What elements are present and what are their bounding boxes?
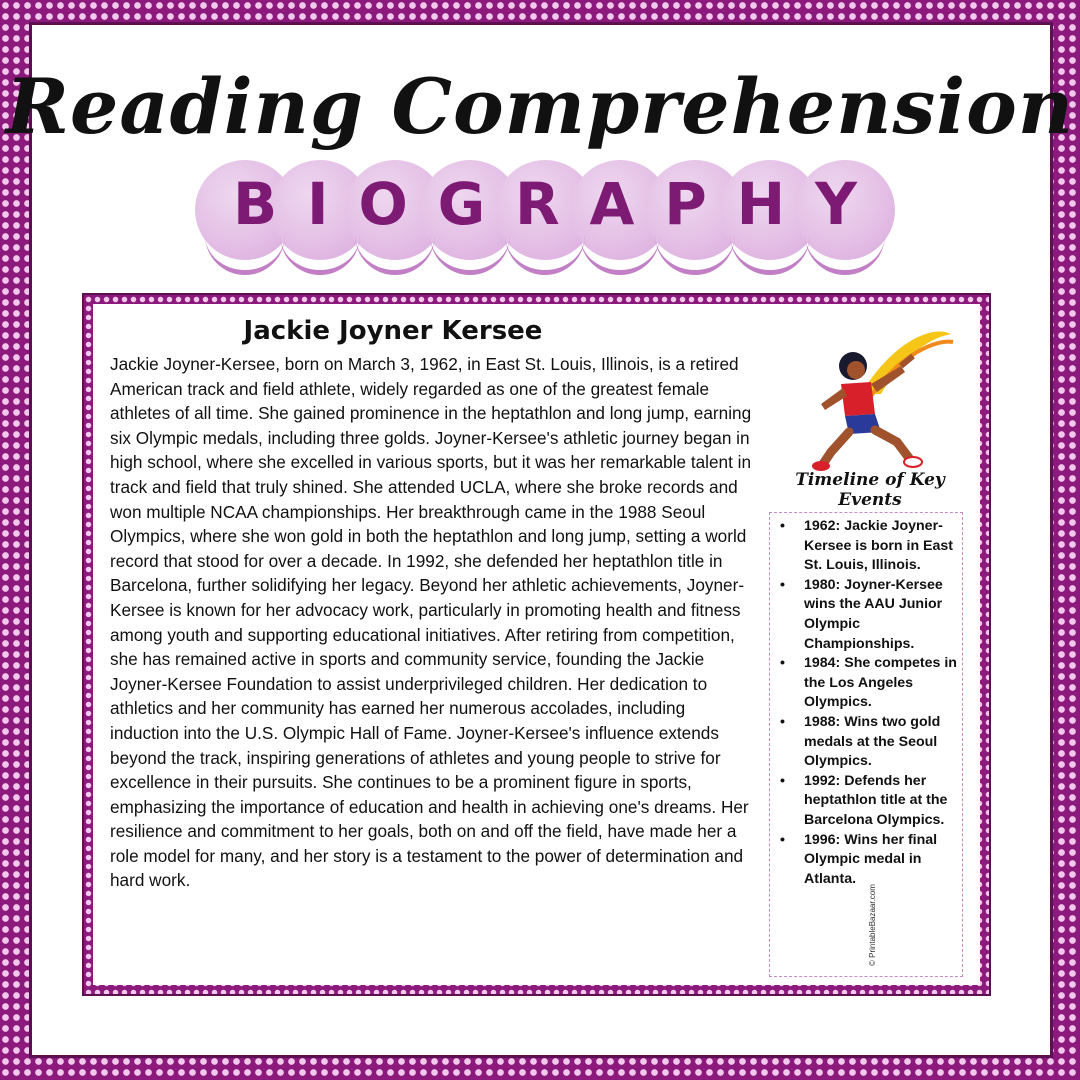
subtitle-letter: H <box>736 170 786 238</box>
subtitle-letter: B <box>233 170 278 238</box>
subtitle-letter: I <box>307 170 329 238</box>
biography-text: Jackie Joyner-Kersee, born on March 3, 1962, in East St. Louis, Illinois, is a retired American track and field athlete, widely regarded as one of the greatest female athletes of all time. She gained prominence in the heptathlon and long jump, earning six Olympic medals, including three golds. Joyner-Kersee's athletic journey began in high school, where she excelled in various sports, but it was her remarkable talent in track and field that truly shined. She attended UCLA, where she broke records and won multiple NCAA championships. Her breakthrough came in the 1988 Seoul Olympics, where she won gold in both the heptathlon and long jump, setting a world record that stood for over a decade. In 1992, she defended her heptathlon title in Barcelona, further solidifying her legacy. Beyond her athletic achievements, Joyner-Kersee is known for her advocacy work, particularly in promoting health and fitness among youth and supporting educational initiatives. After retiring from competition, she has remained active in sports and community service, founding the Jackie Joyner-Kersee Foundation to assist underprivileged children. Her dedication to athletics and her community has earned her numerous accolades, including induction into the U.S. Olympic Hall of Fame. Joyner-Kersee's influence extends beyond the track, inspiring generations of athletes and young people to strive for excellence in their pursuits. She continues to be a prominent figure in sports, emphasizing the importance of education and health in achieving one's dreams. Her resilience and commitment to her goals, both on and off the field, have made her a role model for many, and her story is a testament to the power of determination and hard work. <box>110 354 752 891</box>
bullet-icon: • <box>780 772 785 789</box>
bullet-icon: • <box>780 831 785 848</box>
timeline-item <box>776 831 958 890</box>
subtitle-letter: P <box>664 170 707 238</box>
timeline-item <box>776 654 958 713</box>
bullet-icon: • <box>780 713 785 730</box>
biography-name: Jackie Joyner Kersee <box>243 316 543 346</box>
main-title: Reading Comprehension <box>5 62 1075 151</box>
bullet-icon: • <box>780 576 785 593</box>
subtitle-letter: Y <box>814 170 857 238</box>
timeline-item <box>776 713 958 772</box>
copyright-text: © PrintableBazaar.com <box>868 884 877 966</box>
copyright-note <box>868 870 882 970</box>
timeline-title: Timeline of Key Events <box>795 470 945 510</box>
timeline-item-text: 1996: Wins her final Olympic medal in Atlanta. <box>804 831 938 887</box>
subtitle-letter: R <box>515 170 560 238</box>
subtitle-biography <box>195 170 895 238</box>
content-panel-inner <box>93 304 980 985</box>
timeline-item-text: 1962: Jackie Joyner-Kersee is born in East St. Louis, Illinois. <box>804 518 954 574</box>
subtitle-letter: O <box>358 170 408 238</box>
timeline-box <box>769 512 963 977</box>
subtitle-letter: G <box>437 170 486 238</box>
timeline-item <box>776 576 958 654</box>
timeline-item-text: 1992: Defends her heptathlon title at the Barcelona Olympics. <box>804 772 948 828</box>
content-panel <box>82 293 991 996</box>
timeline-item-text: 1980: Joyner-Kersee wins the AAU Junior Olympic Championships. <box>804 576 943 652</box>
timeline-item-text: 1988: Wins two gold medals at the Seoul Olympics. <box>804 713 941 770</box>
runner-illustration-icon <box>801 324 961 474</box>
timeline-item <box>776 517 958 576</box>
bullet-icon: • <box>780 518 785 534</box>
timeline-item-text: 1984: She competes in the Los Angeles Olympics. <box>804 655 957 711</box>
timeline-item <box>776 772 958 831</box>
bullet-icon: • <box>780 655 785 672</box>
subtitle-letter: A <box>589 170 635 238</box>
timeline-list <box>776 517 958 889</box>
